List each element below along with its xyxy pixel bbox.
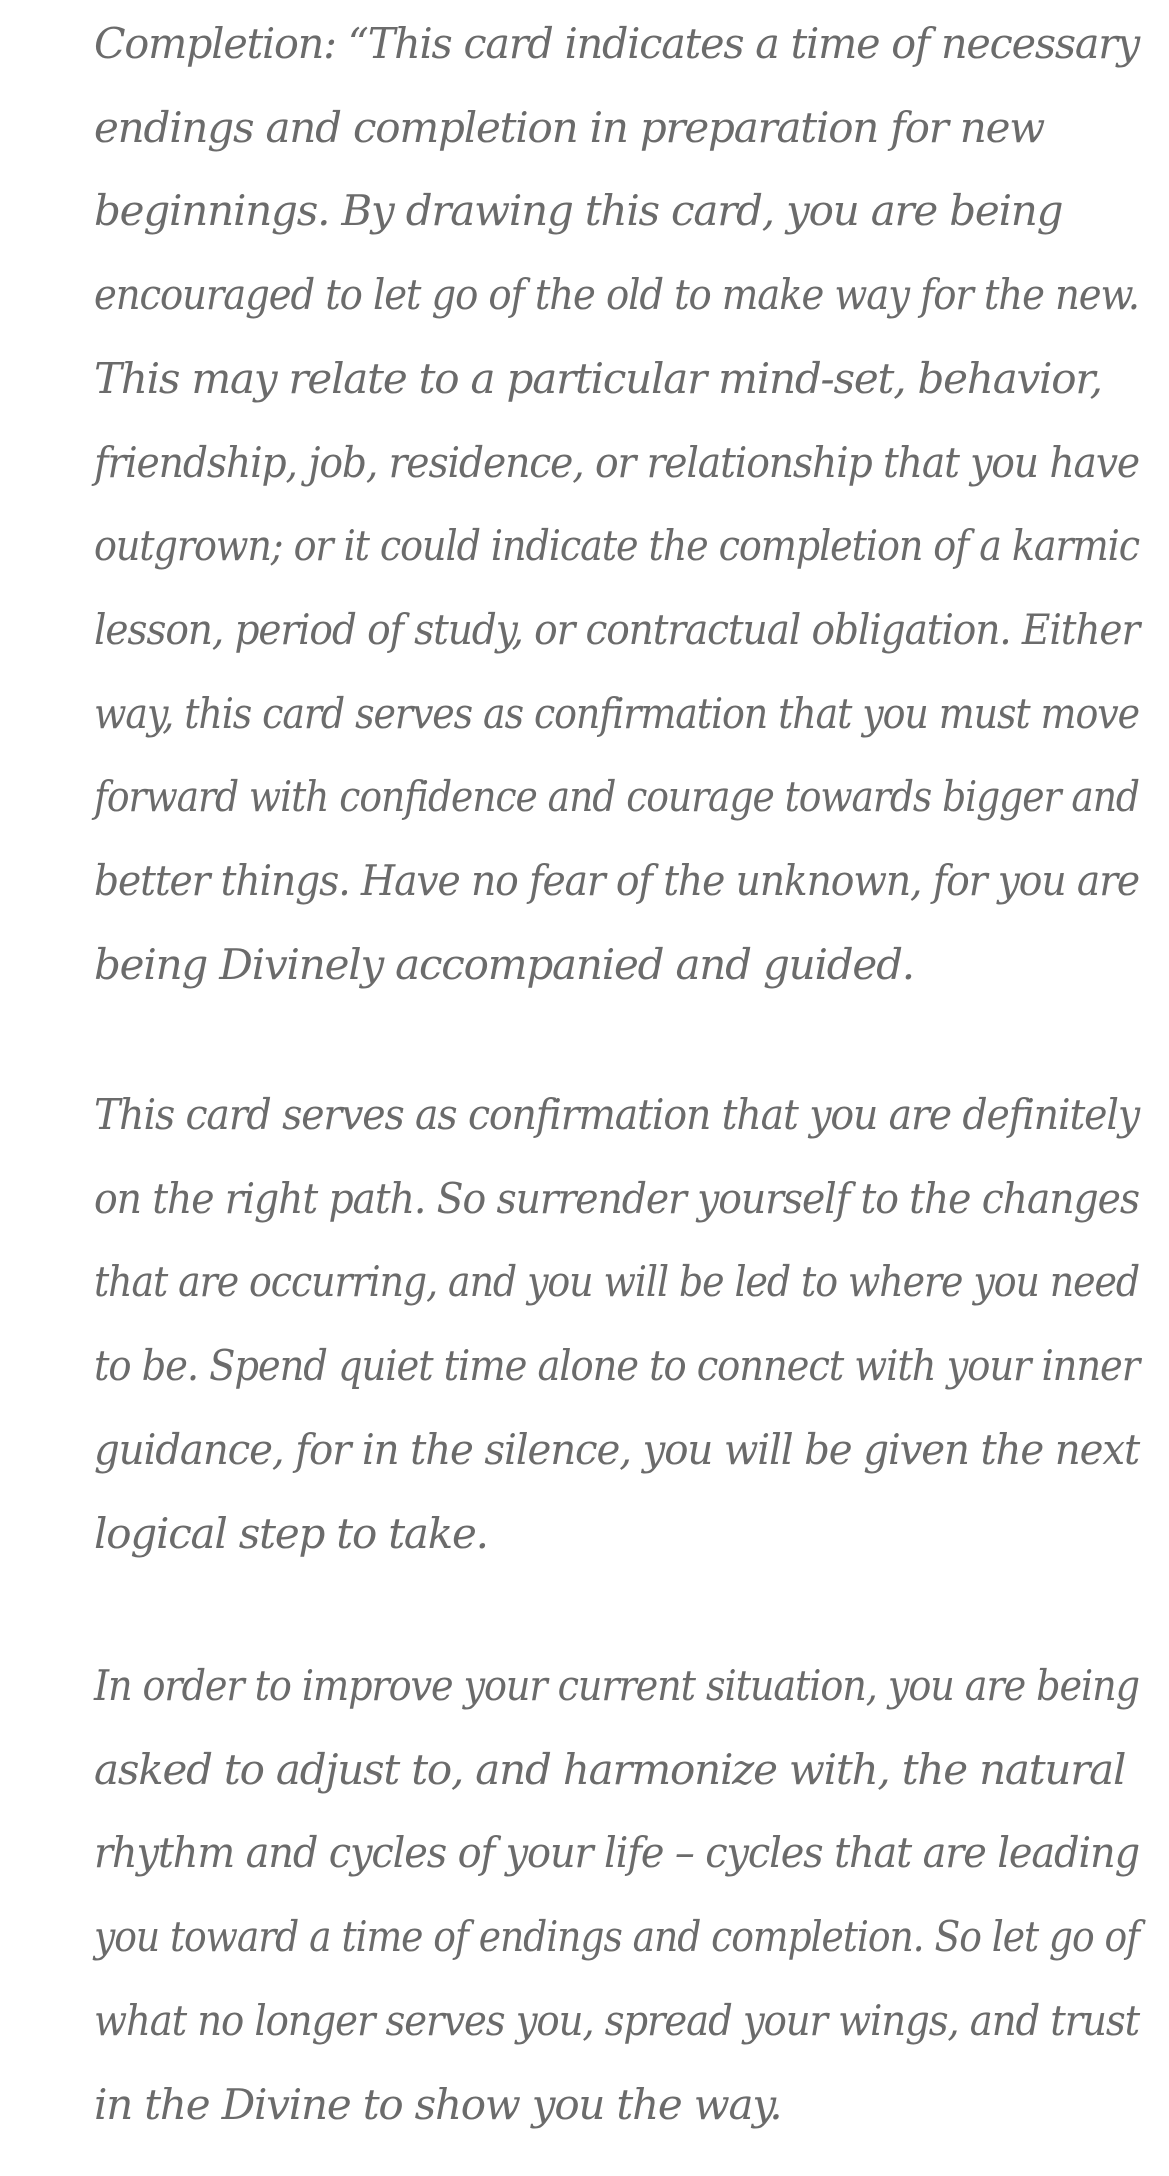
text-line: logical step to take.: [94, 1508, 488, 1558]
text-line: outgrown; or it could indicate the completion of a karmic: [94, 521, 1140, 571]
text-line: in the Divine to show you the way.: [94, 2079, 782, 2129]
text-line: what no longer serves you, spread your wings, and trust: [94, 1995, 1139, 2045]
text-line: that are occurring, and you will be led to where you need: [94, 1257, 1140, 1307]
paragraph-completion: [94, 2, 1169, 1006]
text-line: In order to improve your current situation, you are being: [94, 1661, 1139, 1710]
text-line: rhythm and cycles of your life – cycles that are leading: [94, 1828, 1139, 1878]
paragraph-right-path: [94, 1073, 1169, 1575]
text-line: Completion: “This card indicates a time of necessary: [94, 19, 1140, 68]
text-line: to be. Spend quiet time alone to connect with your inner: [94, 1341, 1140, 1391]
text-line: way, this card serves as confirmation that you must move: [94, 688, 1139, 738]
text-line: lesson, period of study, or contractual obligation. Either: [94, 604, 1140, 654]
text-line: better things. Have no fear of the unknown, for you are: [94, 856, 1139, 906]
text-line: beginnings. By drawing this card, you are being: [94, 186, 1063, 236]
text-line: This may relate to a particular mind-set, behavior,: [94, 353, 1102, 403]
text-line: asked to adjust to, and harmonize with, the natural: [94, 1744, 1126, 1794]
paragraph-improve-situation: [94, 1644, 1169, 2146]
text-line: being Divinely accompanied and guided.: [94, 939, 914, 989]
text-line: you toward a time of endings and completion. So let go of: [94, 1912, 1140, 1962]
text-line: endings and completion in preparation for new: [94, 102, 1045, 152]
text-line: friendship, job, residence, or relationship that you have: [94, 437, 1140, 487]
text-line: guidance, for in the silence, you will be given the next: [94, 1424, 1140, 1474]
text-line: on the right path. So surrender yourself to the changes: [94, 1173, 1139, 1223]
text-line: This card serves as confirmation that you are definitely: [94, 1090, 1140, 1139]
text-line: forward with confidence and courage towards bigger and: [94, 772, 1139, 822]
text-line: encouraged to let go of the old to make way for the new.: [94, 270, 1139, 320]
